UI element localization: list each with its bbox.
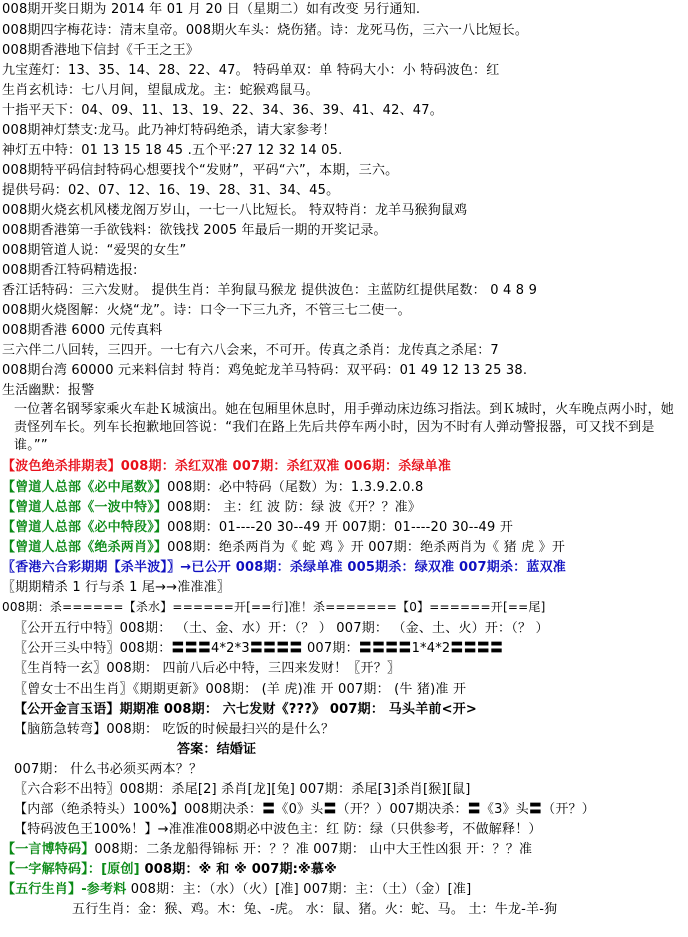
brain-teaser-answer: 答案：结婚证	[177, 742, 257, 757]
one-word-code-line	[2, 840, 684, 859]
kill-two-zodiac-line	[2, 538, 684, 557]
zodiac-poem-line: 生肖玄机诗：七八月间，望鼠成龙。主：蛇猴鸡鼠马。	[2, 83, 319, 98]
underground-letter-line: 008期香港地下信封《千王之王》	[2, 43, 200, 58]
must-tail-content: 008期：必中特码（尾数）为：1.3.9.2.0.8	[167, 480, 424, 495]
lady-zeng-line: 〖曾女士不出生肖〗《期期更新》008期： (羊 虎)准 开 007期： (牛 猪)准 开	[14, 682, 467, 697]
kill-element-tail-title-line: 〖期期精杀 1 行与杀 1 尾→→准准准〗	[2, 580, 231, 595]
humor-title-line: 生活幽默：报警	[2, 383, 95, 398]
five-element-zodiac-line	[2, 880, 684, 899]
one-char-code-content: 008期：※ 和 ※ 007期:※慕※	[139, 862, 337, 877]
taiwan-letter-line: 008期台湾 60000 元来料信封 特肖：鸡兔蛇龙羊马特码：双平码：01 49 12 13 25 38.	[2, 363, 528, 378]
must-tail-line	[2, 478, 684, 497]
fire-diagram-line: 008期火烧图解：火烧“龙”。诗：口令一下三九齐，不管三七二使一。	[2, 303, 411, 318]
hk-fax-content-line: 三六伴二八回转，三四开。一七有六八会来，不可开。传真之杀肖：龙传真之杀尾：7	[2, 343, 499, 358]
no-special-line: 〖六合彩不出特〗008期：杀尾[2] 杀肖[龙][兔] 007期：杀尾[3]杀肖[猴][鼠]	[14, 782, 471, 797]
hk-first-hand-line: 008期香港第一手欲钱料：欲钱找 2005 年最后一期的开奖记录。	[2, 223, 387, 238]
golden-words-line: 【公开金言玉语】期期准 008期： 六七发财《???》 007期： 马头羊前<开>	[14, 702, 477, 717]
one-word-code-title: 【一言博特码】	[2, 842, 95, 857]
inner-kill-head-line: 【内部（绝杀特头）100%】008期决杀：〓《0》头〓（开？）007期决杀：〓《3》头〓（开？）	[14, 802, 595, 817]
plum-blossom-poem-line: 008期四字梅花诗：清末皇帝。008期火车头：烧伤猪。诗：龙死马伤，三六一八比短长。	[2, 23, 529, 38]
ten-fingers-line: 十指平天下：04、09、11、13、19、22、34、36、39、41、42、47。	[2, 103, 443, 118]
five-elements-line: 〖公开五行中特〗008期： （土、金、水）开：（？ ） 007期： （金、土、火）开：（？ ）	[14, 621, 549, 636]
must-tail-title: 【曾道人总部《必中尾数》】	[2, 480, 168, 495]
nine-lotus-line: 九宝莲灯：13、35、14、28、22、47。 特码单双：单 特码大小：小 特码波色：红	[2, 63, 500, 78]
five-element-zodiac-title: 【五行生肖】-参考料	[2, 882, 127, 897]
kill-two-zodiac-content: 008期：绝杀两肖为《 蛇 鸡 》开 007期：绝杀两肖为《 猪 虎 》开	[167, 540, 566, 555]
three-heads-line: 〖公开三头中特〗008期：〓〓〓4*2*3〓〓〓〓 007期：〓〓〓〓1*4*2〓〓〓〓	[14, 641, 504, 656]
five-element-zodiac-content: 008期：主：（水）（火）[准] 007期：主：（土）（金）[准]	[126, 882, 472, 897]
kill-element-tail-line: 008期：杀======【杀水】======开[==行]准！杀=======【0】======开[==尾]	[2, 600, 546, 614]
one-char-code-line	[2, 860, 684, 879]
lamp-five-line: 神灯五中特：01 13 15 18 45 .五个平:27 12 32 14 05.	[2, 143, 343, 158]
must-segment-title: 【曾道人总部《必中特段》】	[2, 520, 168, 535]
brain-teaser-line: 【脑筋急转弯】008期： 吃饭的时候最扫兴的是什么？	[14, 722, 335, 737]
must-segment-content: 008期：01----20 30--49 开 007期：01----20 30--49 开	[167, 520, 514, 535]
pipeline-person-line: 008期管道人说：“爱哭的女生”	[2, 243, 187, 258]
one-wave-line	[2, 498, 684, 517]
flat-code-letter-line: 008期特平码信封特码心想要找个“发财”，平码“六”，本期，三六。	[2, 163, 399, 178]
wave-color-king-line: 【特码波色王100%！】→准准准008期必中波色主：红 防：绿（只供参考，不做解释！）	[14, 822, 542, 837]
zodiac-mystery-line: 〖生肖特一玄〗008期： 四前八后必中特，三四来发财！〖开？〗	[14, 661, 401, 676]
five-element-list-line: 五行生肖：金：猴、鸡。木：兔、-虎。 水：鼠、猪。火：蛇、马。 土：牛龙-羊-狗	[72, 902, 558, 917]
fire-mystery-line: 008期火烧玄机风楼龙阁万岁山，一七一八比短长。 特双特肖：龙羊马猴狗鼠鸡	[2, 203, 468, 218]
xiangjiang-code-line: 香江话特码：三六发财。 提供生肖：羊狗鼠马猴龙 提供波色：主蓝防红提供尾数： 0 4 8 9	[2, 283, 538, 298]
kill-two-zodiac-title: 【曾道人总部《绝杀两肖》】	[2, 540, 168, 555]
color-kill-schedule-line: 【波色绝杀排期表】008期：杀红双准 007期：杀红双准 006期：杀绿单准	[2, 459, 452, 474]
lamp-ban-line: 008期神灯禁支:龙马。此乃神灯特码绝杀，请大家参考！	[2, 123, 336, 138]
humor-story-paragraph: 一位著名钢琴家乘火车赴Ｋ城演出。她在包厢里休息时，用手弹动床边练习指法。到Ｋ城时，火车晚点两小时，她责怪列车长。列车长抱歉地回答说：“我们在路上先后共停车两小时，因为不时有人弹动警报器，可又找不到是谁。””	[14, 402, 675, 453]
one-wave-title: 【曾道人总部《一波中特》】	[2, 500, 168, 515]
one-word-code-content: 008期：二条龙船得锦标 开：？？准 007期： 山中大王性凶狠 开：？？准	[94, 842, 533, 857]
xiangjiang-select-line: 008期香江特码精选报:	[2, 263, 138, 278]
provided-numbers-line: 提供号码：02、07、12、16、19、28、31、34、45。	[2, 183, 340, 198]
must-segment-line	[2, 518, 684, 537]
brain-teaser-007-line: 007期： 什么书必须买两本？？	[14, 762, 203, 777]
hk-fax-title-line: 008期香港 6000 元传真料	[2, 323, 163, 338]
half-wave-kill-line: 〖香港六合彩期期【杀半波】〗→已公开 008期：杀绿单准 005期杀：绿双准 007期杀：蓝双准	[2, 560, 566, 575]
one-char-code-title: 【一字解特码】：[原创]	[2, 862, 140, 877]
draw-date-line: 008期开奖日期为 2014 年 01 月 20 日（星期二）如有改变 另行通知.	[2, 2, 421, 17]
one-wave-content: 008期： 主：红 波 防：绿 波《开？？准》	[167, 500, 422, 515]
